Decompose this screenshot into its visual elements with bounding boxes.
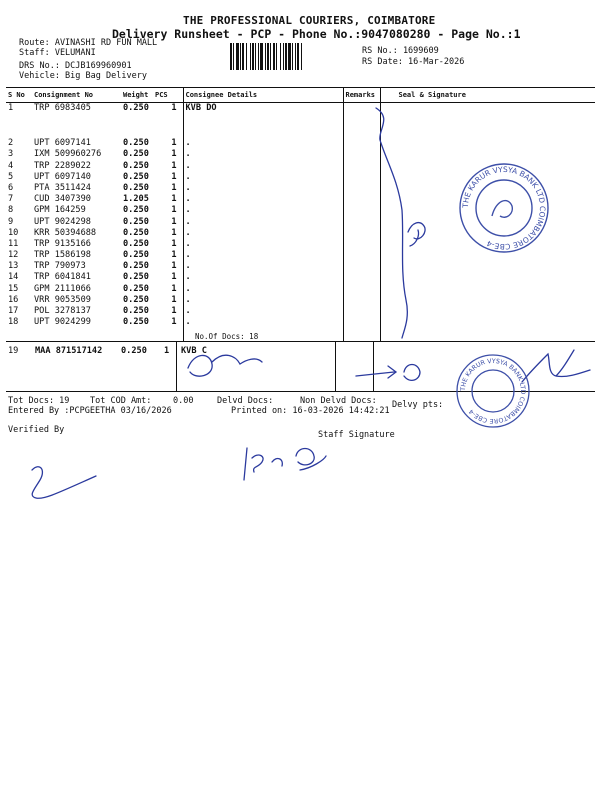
row-consignee: . [183,295,343,306]
row-consignment: UPT 9024298 [34,216,91,227]
row-sno: 10 [8,227,19,238]
row19-sno: 19 [8,346,19,356]
row-consignee: . [183,306,343,317]
verified-by: Verified By [8,425,65,435]
row-consignment: UPT 6097141 [34,138,91,149]
row-consignee: . [183,138,343,149]
row-pcs: 1 [171,149,177,160]
row-consignment: PTA 3511424 [34,182,91,193]
bank-seal-stamp-2 [454,352,532,430]
staff-signature [244,448,326,480]
row-consignee: . [183,194,343,205]
no-of-docs: No.Of Docs: 18 [195,332,259,341]
row19-consignment: MAA 871517142 [35,346,103,356]
row19-pcs: 1 [164,346,170,356]
row-pcs: 1 [171,205,177,216]
row-pcs: 1 [171,250,177,261]
row-sno: 13 [8,261,19,272]
tot-docs: Tot Docs: 19 [8,396,70,406]
tot-cod: Tot COD Amt: [90,396,152,406]
row-weight: 0.250 [123,261,149,272]
row-weight: 0.250 [123,306,149,316]
row-consignment: IXM 509960276 [34,149,102,160]
row-sno: 17 [8,306,19,316]
row-sno: 7 [8,194,14,205]
row-consignment: POL 3278137 [34,306,91,316]
row-consignee: . [183,250,343,261]
row-weight: 0.250 [123,238,149,249]
stamp-signature [522,350,590,382]
row-pcs: 1 [171,317,177,328]
row-consignment: KRR 50394688 [34,227,97,238]
row-pcs: 1 [171,306,177,316]
entered-by: Entered By :PCPGEETHA 03/16/2026 [8,406,172,416]
row-weight: 0.250 [123,283,149,294]
delvd-docs: Delvd Docs: [217,396,274,406]
row-consignment: TRP 6983405 [34,103,91,113]
row-consignee: . [183,239,343,250]
row-pcs: 1 [171,103,177,113]
bank-seal-stamp [456,160,552,256]
row-weight: 0.250 [123,227,149,238]
delvy-pts: Delvy pts: [392,400,444,410]
col-pcs: PCS [153,88,183,103]
col-consignment: Consignment No [32,88,121,103]
row-sno: 14 [8,272,19,283]
row-weight: 1.205 [123,194,149,205]
vehicle-label: Vehicle: Big Bag Delivery [19,71,147,81]
row-consignment: VRR 9053509 [34,294,91,305]
row-weight: 0.250 [123,149,149,160]
row-sno: 4 [8,160,14,171]
rs-date: RS Date: 16-Mar-2026 [362,57,465,67]
row-sno: 12 [8,250,19,261]
row-consignee: . [183,205,343,216]
row-sno: 16 [8,294,19,305]
row-consignee: . [183,149,343,160]
runsheet-title: Delivery Runsheet - PCP - Phone No.:9047080280 - Page No.:1 [112,27,521,41]
drs-number: DRS No.: DCJB169960901 [19,61,132,71]
row-pcs: 1 [171,272,177,283]
row-consignee: . [183,183,343,194]
row-consignment: TRP 2289022 [34,160,91,171]
row-weight: 0.250 [123,160,149,171]
row-weight: 0.250 [123,250,149,261]
row-consignment: TRP 6041841 [34,272,91,283]
row-weight: 0.250 [123,294,149,305]
row-consignment: GPM 2111066 [34,283,91,294]
col-consignee: Consignee Details [183,88,343,103]
svg-text:THE KARUR VYSYA BANK LTD COIMB [460,358,526,424]
row-consignee: . [183,317,343,328]
row-sno: 18 [8,317,19,328]
row-consignee: . [183,172,343,183]
row-sno: 1 [8,103,14,113]
row-sno: 2 [8,138,14,149]
row-weight: 0.250 [123,171,149,182]
arrow-mark [356,365,420,381]
row-pcs: 1 [171,261,177,272]
rs-number: RS No.: 1699609 [362,46,439,56]
stamp-text: THE KARUR VYSYA BANK LTD COIMBATORE CBE-4 [460,164,548,252]
staff-label: Staff: VELUMANI [19,48,96,58]
row-pcs: 1 [171,182,177,193]
row-pcs: 1 [171,227,177,238]
row-sno: 5 [8,171,14,182]
row-weight: 0.250 [123,272,149,283]
col-weight: Weight [121,88,153,103]
cod-amount: 0.00 [173,396,194,406]
row-consignment: GPM 164259 [34,205,86,216]
row-pcs: 1 [171,238,177,249]
row-consignee: . [183,228,343,239]
row-sno: 11 [8,238,19,249]
staff-signature-label: Staff Signature [318,430,395,440]
row-pcs: 1 [171,138,177,149]
row-consignee: . [183,284,343,295]
stamp-text-2: THE KARUR VYSYA BANK LTD COIMBATORE CBE-4 [459,357,527,425]
row-pcs: 1 [171,194,177,205]
row-pcs: 1 [171,283,177,294]
row-pcs: 1 [171,294,177,305]
row-weight: 0.250 [123,103,149,113]
row19-weight: 0.250 [121,346,147,356]
printed-on: Printed on: 16-03-2026 14:42:21 [231,406,390,416]
row19-signature [188,355,262,376]
row-consignment: TRP 790973 [34,261,86,272]
row-pcs: 1 [171,171,177,182]
row-sno: 6 [8,182,14,193]
row-sno: 9 [8,216,14,227]
row-consignee: . [183,272,343,283]
row-weight: 0.250 [123,317,149,328]
row-sno: 3 [8,149,14,160]
row-sno: 8 [8,205,14,216]
non-delvd-docs: Non Delvd Docs: [300,396,377,406]
row-consignment: UPT 9024299 [34,317,91,328]
row-consignment: CUD 3407390 [34,194,91,205]
row-consignee: . [183,217,343,228]
row-consignment: UPT 6097140 [34,171,91,182]
company-name: THE PROFESSIONAL COURIERS, COIMBATORE [183,14,436,27]
row-pcs: 1 [171,160,177,171]
row-weight: 0.250 [123,205,149,216]
col-sno: S No [6,88,32,103]
seal-line-signature [376,108,407,338]
col-seal: Seal & Signature [380,88,595,103]
row-weight: 0.250 [123,138,149,149]
row-sno: 15 [8,283,19,294]
row-consignee: KVB DO [183,103,343,115]
col-remarks: Remarks [343,88,380,103]
row-pcs: 1 [171,216,177,227]
verified-signature [32,467,96,499]
row-consignee: . [183,161,343,172]
initial-mark [408,223,425,246]
route-label: Route: AVINASHI RD FUN MALL [19,38,158,48]
row19-consignee: KVB C [181,346,207,356]
row-weight: 0.250 [123,182,149,193]
row-consignee: . [183,261,343,272]
row-consignment: TRP 1586198 [34,250,91,261]
svg-text:THE KARUR VYSYA BANK LTD COIMB [461,165,547,251]
row-weight: 0.250 [123,216,149,227]
row-consignment: TRP 9135166 [34,238,91,249]
